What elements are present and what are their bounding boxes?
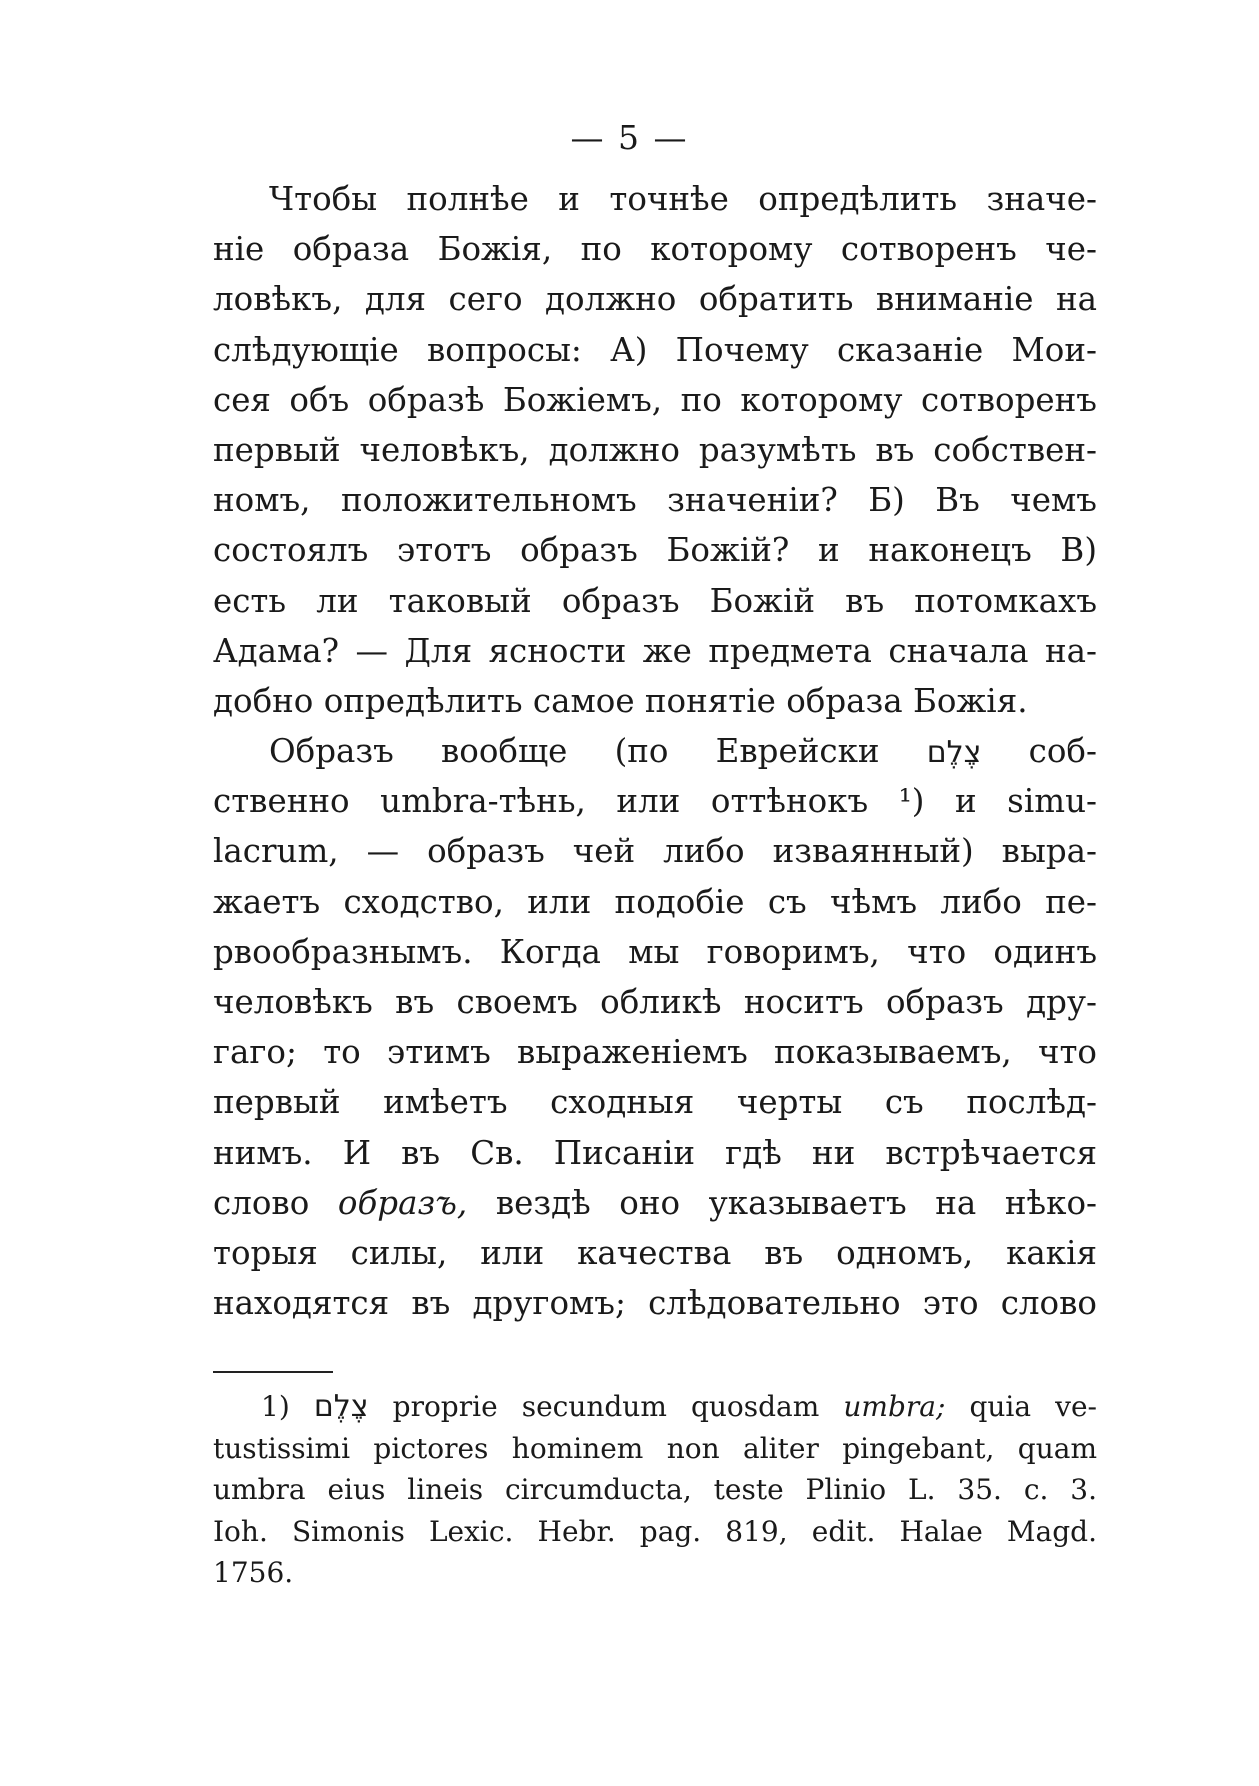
italic-word: umbra; (843, 1390, 946, 1423)
text-segment: слово (213, 1183, 310, 1222)
text-line: рвообразнымъ. Когда мы говоримъ, что одинъ (213, 932, 1097, 971)
text-segment: quia ve- (969, 1390, 1097, 1423)
text-line: Адама? — Для ясности же предмета сначала на- (213, 631, 1097, 670)
text-segment: proprie secundum quosdam (392, 1390, 820, 1423)
hebrew-word: צֶלֶם (313, 1389, 369, 1424)
footnote-line: tustissimi pictores hominem non aliter pingebant, quam (213, 1431, 1097, 1465)
footnote (213, 1386, 1097, 1594)
text-line: номъ, положительномъ значеніи? Б) Въ чемъ (213, 481, 1097, 520)
footnote-divider (213, 1371, 333, 1373)
text-line: находятся въ другомъ; слѣдовательно это слово (213, 1284, 1097, 1323)
footnote-line: umbra eius lineis circumducta, teste Plinio L. 35. c. 3. (213, 1473, 1097, 1506)
footnote-line: Ioh. Simonis Lexic. Hebr. pag. 819, edit. Halae Magd. (213, 1514, 1097, 1548)
text-line: первый человѣкъ, должно разумѣть въ собствен- (213, 430, 1097, 469)
text-line: Чтобы полнѣе и точнѣе опредѣлить значе- (269, 180, 1097, 218)
text-segment: соб- (1028, 732, 1097, 771)
text-line: первый имѣетъ сходныя черты съ послѣд- (213, 1083, 1097, 1122)
text-line: есть ли таковый образъ Божій въ потомкахъ (213, 581, 1097, 620)
text-segment: вездѣ оно указываетъ на нѣко- (495, 1183, 1097, 1222)
main-text (213, 174, 1097, 1328)
text-line: lacrum, — образъ чей либо изваянный) выра- (213, 832, 1097, 871)
text-line: торыя силы, или качества въ одномъ, какія (213, 1233, 1097, 1272)
text-line: ловѣкъ, для сего должно обратить вниманіе на (213, 280, 1097, 319)
text-line (213, 726, 1097, 776)
footnote-marker: 1) (261, 1390, 290, 1423)
text-line: нимъ. И въ Св. Писаніи гдѣ ни встрѣчается (213, 1133, 1097, 1172)
text-line (213, 1178, 1097, 1228)
text-line: человѣкъ въ своемъ обликѣ носитъ образъ дру- (213, 983, 1097, 1021)
footnote-line: 1756. (213, 1556, 294, 1589)
text-line: добно опредѣлить самое понятіе образа Божія. (213, 681, 1028, 720)
hebrew-word: צֶלֶם (926, 735, 982, 771)
text-line: ніе образа Божія, по которому сотворенъ че- (213, 230, 1097, 269)
italic-word: образъ, (337, 1183, 468, 1222)
text-line: сея объ образѣ Божіемъ, по которому сотворенъ (213, 380, 1097, 419)
text-line: гаго; то этимъ выраженіемъ показываемъ, что (213, 1033, 1097, 1072)
text-line: слѣдующіе вопросы: А) Почему сказаніе Мои- (213, 330, 1097, 369)
text-segment: Образъ вообще (по Еврейски (269, 732, 880, 771)
page-number: — 5 — (570, 118, 689, 157)
text-line: ственно umbra-тѣнь, или оттѣнокъ ¹) и simu- (213, 782, 1097, 821)
text-line: состоялъ этотъ образъ Божій? и наконецъ В) (213, 531, 1097, 570)
footnote-line (213, 1386, 1097, 1428)
text-line: жаетъ сходство, или подобіе съ чѣмъ либо пе- (213, 882, 1097, 921)
